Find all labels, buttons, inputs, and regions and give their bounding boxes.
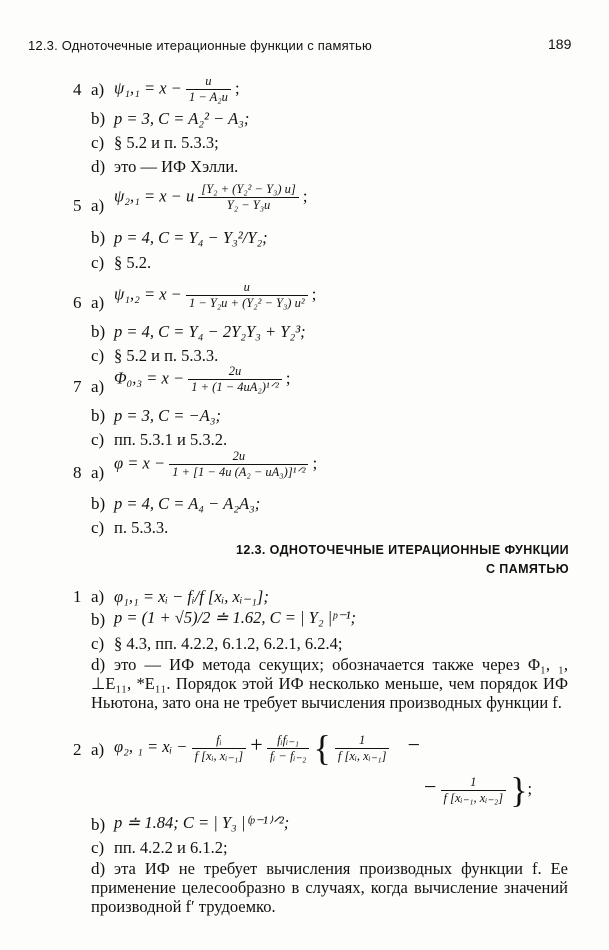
item-label: a)	[91, 740, 105, 759]
formula-lead: ψ₁,₂ = x −	[114, 284, 182, 304]
item-label: c)	[91, 133, 105, 152]
fraction-numerator: 2u	[169, 449, 308, 465]
order-constant: p ≐ 1.84; C = | Y₃ |⁽ᵖ⁻¹⁾ᐟ²;	[114, 813, 290, 832]
fraction-numerator: u	[186, 280, 308, 296]
formula-end: ;	[311, 284, 317, 304]
formula-end: ;	[235, 78, 240, 98]
remark-text: эта ИФ не требует вычисления производных функции f. Ее применение целесообразно в случаях, когда вычисление значений производной f′ трудоемко.	[91, 859, 568, 916]
formula-end: ;	[302, 186, 308, 206]
item-label: c)	[91, 253, 105, 272]
formula-lead: ψ₂,₁ = x − u	[114, 186, 195, 206]
formula-end: ;	[527, 778, 533, 798]
order-constant: p = 3, C = A₂² − A₃;	[114, 109, 250, 128]
item-label: b)	[91, 322, 106, 341]
item-label: b)	[91, 494, 106, 513]
fraction-numerator: u	[186, 74, 231, 90]
remark: это — ИФ Хэлли.	[114, 157, 239, 176]
item-label: d)	[91, 655, 106, 674]
left-brace: {	[313, 728, 331, 768]
fraction-denominator: f [xᵢ, xᵢ₋₁]	[194, 748, 244, 763]
formula-line2	[424, 772, 532, 808]
fraction-numerator: fᵢ	[192, 733, 247, 749]
plus-sign: +	[250, 731, 263, 757]
item-label: c)	[91, 838, 105, 857]
reference: пп. 5.3.1 и 5.3.2.	[114, 430, 228, 449]
remark-text: это — ИФ метода секущих; обозначается также через Φ₁, ₁, ⊥E₁₁, *E₁₁. Порядок этой ИФ несколько меньше, чем порядок ИФ Ньютона, зато она не требует вычисления производных функции f.	[91, 655, 568, 712]
minus-sign: −	[407, 731, 420, 757]
formula: φ₁,₁ = xᵢ − fᵢ/f [xᵢ, xᵢ₋₁];	[114, 587, 269, 606]
formula-end: ;	[285, 368, 291, 388]
item-label: a)	[91, 463, 105, 482]
item-number: 7	[73, 377, 82, 396]
formula-lead: ψ₁,₁ = x −	[114, 78, 182, 98]
fraction-denominator: 1 − Y₂u + (Y₂² − Y₃) u²	[188, 296, 305, 310]
fraction	[186, 280, 308, 311]
order-constant: p = 4, C = Y₄ − Y₃²/Y₂;	[114, 228, 268, 247]
item-label: b)	[91, 109, 106, 128]
fraction	[192, 733, 247, 764]
formula-line1	[114, 730, 420, 766]
reference: § 5.2 и п. 5.3.3;	[114, 133, 219, 152]
fraction	[335, 733, 390, 764]
item-label: a)	[91, 377, 105, 396]
formula-lead: φ = x −	[114, 453, 166, 473]
page-number: 189	[548, 36, 572, 52]
item-number: 2	[73, 740, 82, 759]
item-label: d)	[91, 157, 106, 176]
fraction	[169, 449, 308, 480]
fraction	[267, 733, 310, 764]
order-constant: p = (1 + √5)/2 ≐ 1.62, C = | Y₂ |ᵖ⁻¹;	[114, 608, 357, 627]
fraction-numerator: 2u	[188, 364, 281, 380]
item-number: 5	[73, 196, 82, 215]
section-heading-line1: 12.3. ОДНОТОЧЕЧНЫЕ ИТЕРАЦИОННЫЕ ФУНКЦИИ	[235, 543, 569, 557]
item-label: c)	[91, 346, 105, 365]
item-number: 8	[73, 463, 82, 482]
fraction-denominator: 1 − A₂u	[188, 90, 228, 104]
running-title: 12.3. Одноточечные итерационные функции с памятью	[28, 38, 372, 53]
fraction-denominator: 1 + (1 − 4uA₂)¹ᐟ²	[191, 380, 279, 394]
item-label: c)	[91, 430, 105, 449]
fraction-numerator: [Y₂ + (Y₂² − Y₃) u]	[198, 182, 298, 198]
item-number: 1	[73, 587, 82, 606]
item-label: b)	[91, 228, 106, 247]
order-constant: p = 4, C = Y₄ − 2Y₂Y₃ + Y₂³;	[114, 322, 306, 341]
remark-paragraph	[91, 859, 568, 916]
fraction	[441, 775, 507, 806]
fraction-denominator: 1 + [1 − 4u (A₂ − uA₃)]¹ᐟ²	[172, 465, 306, 479]
order-constant: p = 4, C = A₄ − A₂A₃;	[114, 494, 261, 513]
fraction-numerator: 1	[335, 733, 390, 749]
fraction-denominator: Y₂ − Y₃u	[226, 198, 271, 212]
formula	[114, 280, 316, 311]
fraction	[198, 182, 298, 213]
item-label: a)	[91, 587, 105, 606]
item-label: b)	[91, 406, 106, 425]
formula	[114, 74, 240, 105]
fraction-numerator: 1	[441, 775, 507, 791]
item-label: c)	[91, 634, 105, 653]
item-label: a)	[91, 293, 105, 312]
reference: § 5.2 и п. 5.3.3.	[114, 346, 219, 365]
item-label: b)	[91, 610, 106, 629]
section-heading-line2: С ПАМЯТЬЮ	[485, 562, 569, 576]
item-number: 4	[73, 80, 82, 99]
item-label: a)	[91, 80, 105, 99]
remark-paragraph	[91, 655, 568, 712]
fraction-denominator: f [xᵢ₋₁, xᵢ₋₂]	[443, 790, 504, 805]
item-label: c)	[91, 518, 105, 537]
item-label: b)	[91, 815, 106, 834]
formula	[114, 449, 317, 480]
order-constant: p = 3, C = −A₃;	[114, 406, 221, 425]
minus-sign: −	[424, 773, 437, 799]
formula-end: ;	[312, 453, 318, 473]
reference: пп. 4.2.2 и 6.1.2;	[114, 838, 228, 857]
formula-lead: Φ₀,₃ = x −	[114, 368, 185, 388]
item-label: d)	[91, 859, 106, 878]
reference: § 5.2.	[114, 253, 152, 272]
item-number: 6	[73, 293, 82, 312]
formula	[114, 182, 308, 213]
reference: § 4.3, пп. 4.2.2, 6.1.2, 6.2.1, 6.2.4;	[114, 634, 343, 653]
fraction	[188, 364, 281, 395]
fraction	[186, 74, 231, 105]
right-brace: }	[510, 770, 528, 810]
fraction-denominator: f [xᵢ, xᵢ₋₁]	[337, 748, 387, 763]
fraction-denominator: fᵢ − fᵢ₋₂	[269, 748, 307, 763]
item-label: a)	[91, 196, 105, 215]
reference: п. 5.3.3.	[114, 518, 169, 537]
formula	[114, 364, 290, 395]
fraction-numerator: fᵢfᵢ₋₁	[267, 733, 310, 749]
formula-lead: φ₂, ₁ = xᵢ −	[114, 736, 188, 756]
